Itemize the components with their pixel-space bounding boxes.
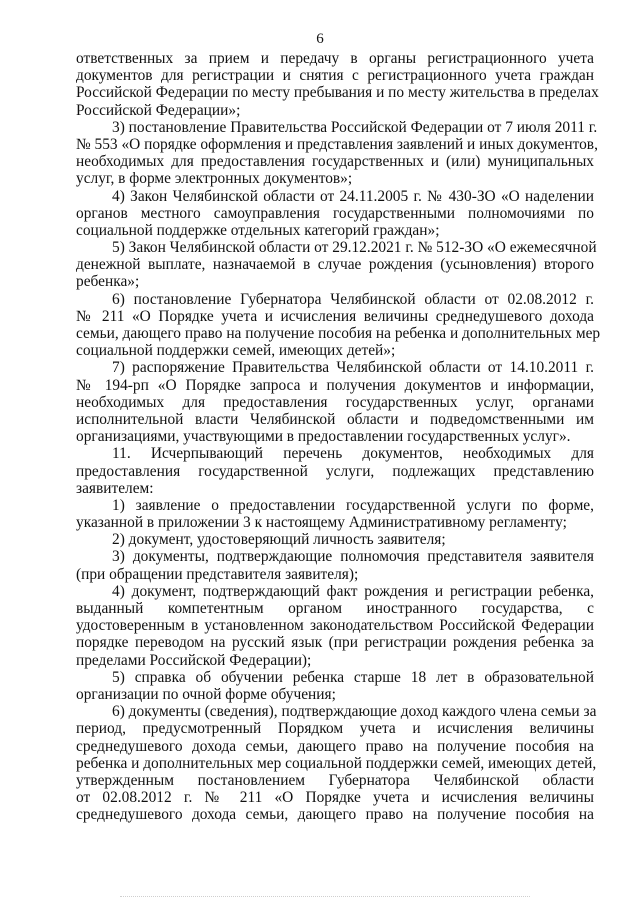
text-line: № 211 «О Порядке учета и исчисления величины среднедушевого дохода: [76, 307, 594, 325]
text-line: исполнительной власти Челябинской области и подведомственными им: [76, 410, 594, 428]
text-line: среднедушевого дохода семьи, дающего право на получение пособия на: [76, 737, 594, 755]
text-line: 5) Закон Челябинской области от 29.12.2021 г. № 512-ЗО «О ежемесячной: [112, 239, 597, 257]
text-line: органов местного самоуправления государственными полномочиями по: [76, 204, 594, 222]
text-line: удостоверенным в установленном законодательством Российской Федерации: [76, 617, 594, 635]
text-line: ответственных за прием и передачу в органы регистрационного учета: [76, 50, 594, 67]
text-line: 4) документ, подтверждающий факт рождения и регистрации ребенка,: [112, 582, 594, 600]
text-line: ребенка»;: [76, 273, 140, 291]
text-line: утвержденным постановлением Губернатора Челябинской области: [76, 771, 594, 789]
text-line: предоставления государственной услуги, подлежащих представлению: [76, 462, 594, 480]
text-line: 11. Исчерпывающий перечень документов, необходимых для: [112, 445, 594, 463]
text-line: 2) документ, удостоверяющий личность заявителя;: [112, 531, 446, 549]
text-line: документов для регистрации и снятия с регистрационного учета граждан: [76, 67, 594, 85]
text-line: выданный компетентным органом иностранного государства, с: [76, 600, 594, 617]
text-line: Российской Федерации по месту пребывания и по месту жительства в пределах: [76, 84, 599, 102]
text-line: 6) постановление Губернатора Челябинской области от 02.08.2012 г.: [112, 290, 594, 308]
text-line: Российской Федерации»;: [76, 101, 241, 119]
text-line: социальной поддержки семей, имеющих детей»;: [76, 342, 396, 360]
text-line: необходимых для предоставления государственных и (или) муниципальных: [76, 153, 594, 171]
text-line: 5) справка об обучении ребенка старше 18 лет в образовательной: [112, 668, 594, 686]
text-line: ребенка и дополнительных мер социальной поддержки семей, имеющих детей,: [76, 754, 597, 772]
text-line: указанной в приложении 3 к настоящему Административному регламенту;: [76, 514, 567, 532]
scan-edge-line: [120, 896, 530, 898]
text-line: необходимых для предоставления государственных услуг, органами: [76, 393, 594, 411]
text-line: денежной выплате, назначаемой в случае рождения (усыновления) второго: [76, 256, 594, 274]
text-line: услуг, в форме электронных документов»;: [76, 170, 353, 188]
text-line: 6) документы (сведения), подтверждающие доход каждого члена семьи за: [112, 703, 597, 721]
text-line: организациями, участвующими в предоставлении государственных услуг».: [76, 428, 571, 446]
text-line: порядке переводом на русский язык (при регистрации рождения ребенка за: [76, 634, 594, 652]
text-line: 4) Закон Челябинской области от 24.11.2005 г. № 430-ЗО «О наделении: [112, 187, 594, 205]
document-body: [76, 50, 601, 824]
text-line: заявителем:: [76, 479, 154, 497]
text-line: (при обращении представителя заявителя);: [76, 565, 359, 583]
text-line: от 02.08.2012 г. № 211 «О Порядке учета и исчисления величины: [76, 789, 594, 807]
text-line: 7) распоряжение Правительства Челябинской области от 14.10.2011 г.: [112, 359, 594, 377]
text-line: 3) постановление Правительства Российской Федерации от 7 июля 2011 г.: [112, 118, 598, 136]
text-line: 3) документы, подтверждающие полномочия представителя заявителя: [112, 548, 594, 566]
text-line: семьи, дающего право на получение пособия на ребенка и дополнительных мер: [76, 325, 601, 342]
text-line: социальной поддержке отдельных категорий граждан»;: [76, 221, 440, 239]
text-line: период, предусмотренный Порядком учета и исчисления величины: [76, 720, 594, 738]
text-line: организации по очной форме обучения;: [76, 685, 336, 703]
text-line: пределами Российской Федерации);: [76, 651, 312, 669]
text-line: № 553 «О порядке оформления и представления заявлений и иных документов,: [76, 135, 598, 153]
text-line: № 194-рп «О Порядке запроса и получения документов и информации,: [76, 376, 594, 394]
text-line: среднедушевого дохода семьи, дающего право на получение пособия на: [76, 806, 594, 824]
text-line: 1) заявление о предоставлении государственной услуги по форме,: [112, 496, 594, 514]
page-number: 6: [316, 31, 324, 47]
